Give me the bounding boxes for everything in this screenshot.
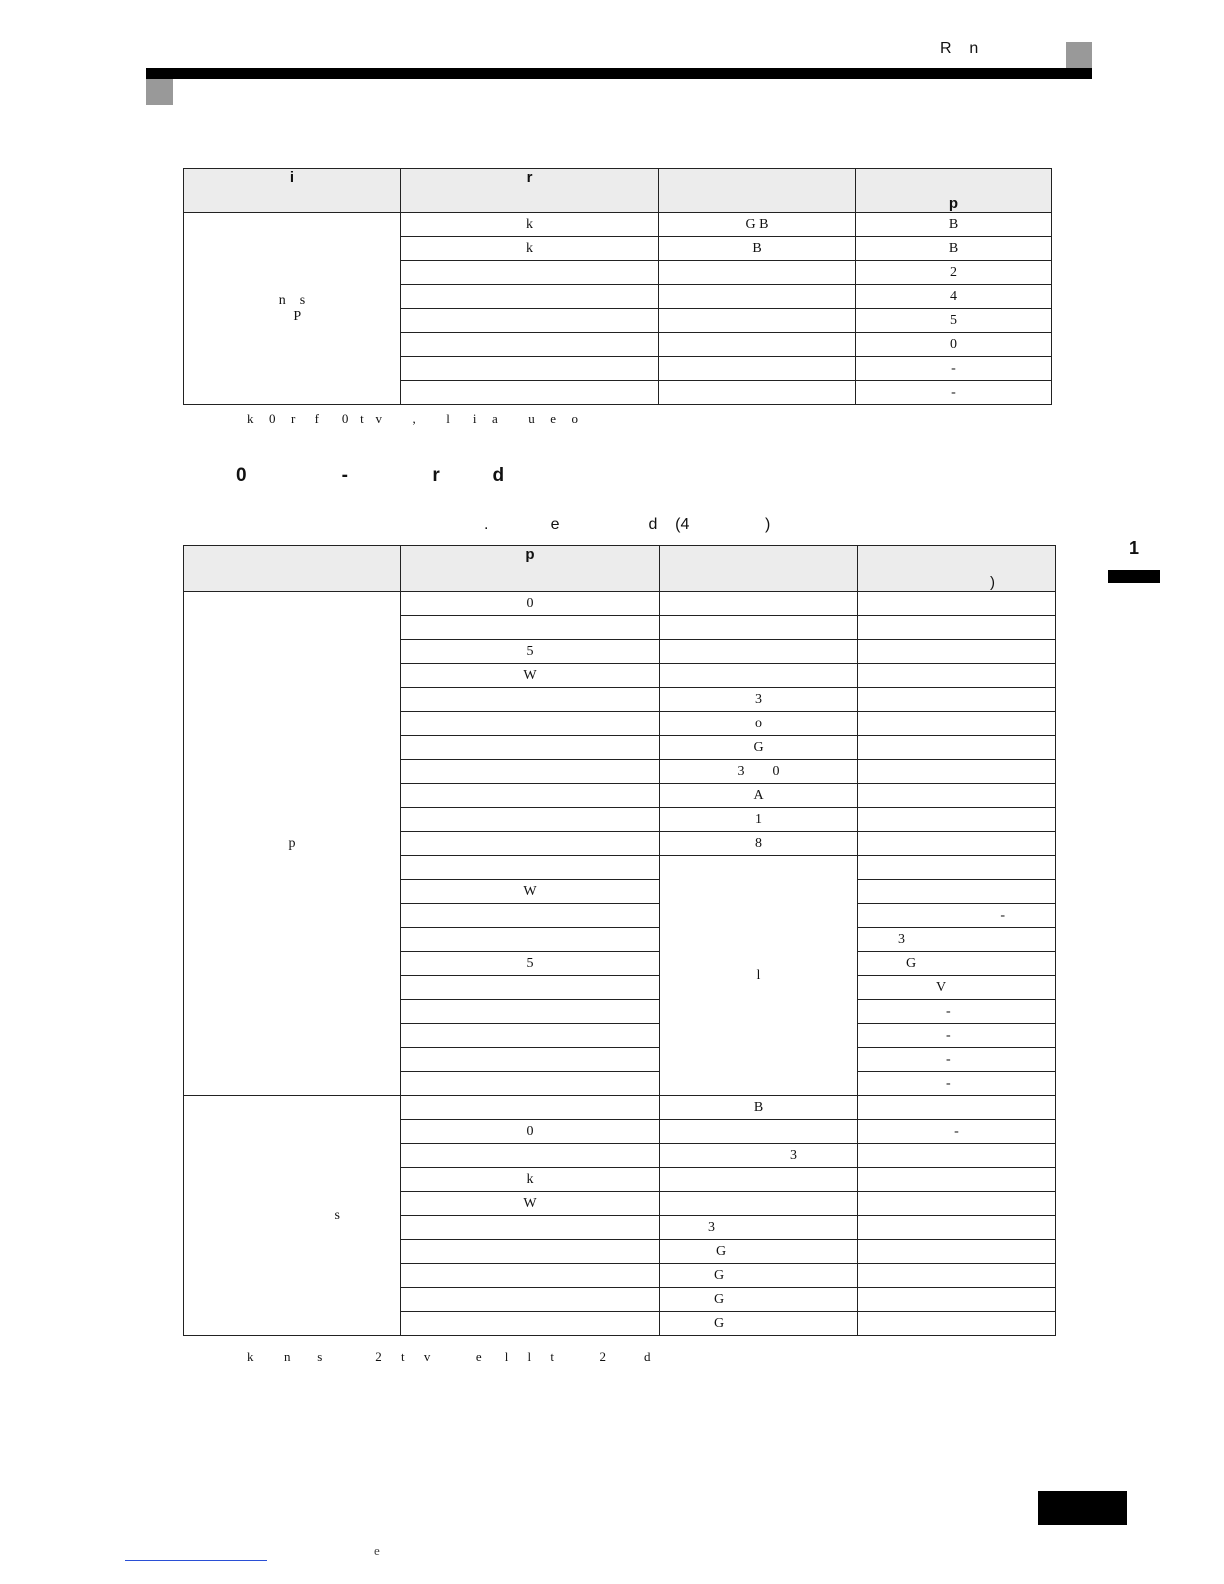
- table-cell: -: [856, 381, 1052, 405]
- table-cell: W: [401, 664, 660, 688]
- table-cell: [401, 856, 660, 880]
- table-cell: 3: [858, 928, 1056, 952]
- table-cell: W: [401, 1192, 660, 1216]
- table-cell: [858, 616, 1056, 640]
- table-cell: [401, 285, 659, 309]
- table-cell: [401, 1288, 660, 1312]
- table-2: [183, 545, 1056, 1336]
- table-cell: [858, 1264, 1056, 1288]
- table-cell: [858, 832, 1056, 856]
- table-cell: k: [401, 237, 659, 261]
- table2-header-4: ): [858, 546, 1056, 592]
- table-cell: [660, 1120, 858, 1144]
- table-cell: [858, 688, 1056, 712]
- table-cell: [660, 1192, 858, 1216]
- table-cell: [659, 285, 856, 309]
- table2-header-1: [184, 546, 401, 592]
- footer-link[interactable]: [125, 1544, 267, 1561]
- table1-group-label: n s P: [184, 213, 401, 405]
- table-cell: [858, 1240, 1056, 1264]
- table-cell: [858, 784, 1056, 808]
- table-cell: B: [856, 237, 1052, 261]
- table-cell: k: [401, 213, 659, 237]
- table-cell: [401, 1264, 660, 1288]
- table-cell: [660, 664, 858, 688]
- table-cell: [659, 261, 856, 285]
- table-cell: G: [660, 1264, 858, 1288]
- header-rule: [146, 68, 1092, 79]
- table-cell: [858, 880, 1056, 904]
- table-cell: G: [660, 1288, 858, 1312]
- table-cell: -: [858, 1024, 1056, 1048]
- table-cell: [401, 1072, 660, 1096]
- table-cell: G: [660, 1240, 858, 1264]
- table-cell: [660, 592, 858, 616]
- table-cell: 3: [660, 1144, 858, 1168]
- table-cell: [401, 928, 660, 952]
- table-cell: [858, 1168, 1056, 1192]
- table-cell: G: [858, 952, 1056, 976]
- table-cell: V: [858, 976, 1056, 1000]
- table-cell: A: [660, 784, 858, 808]
- table-cell: [659, 381, 856, 405]
- table-cell: [401, 1312, 660, 1336]
- table1-header-3: [659, 169, 856, 213]
- table-cell: [401, 832, 660, 856]
- table-cell: [401, 333, 659, 357]
- table-cell: [659, 357, 856, 381]
- table-cell: [401, 1144, 660, 1168]
- table-cell: 0: [401, 592, 660, 616]
- table-cell: [858, 1144, 1056, 1168]
- table-cell: [401, 736, 660, 760]
- table-cell: [401, 1048, 660, 1072]
- table-cell: [858, 1096, 1056, 1120]
- footer-center-text: e: [374, 1543, 380, 1558]
- chapter-header-text: R n: [940, 40, 979, 57]
- table-cell: [659, 333, 856, 357]
- table-cell: -: [858, 904, 1056, 928]
- table2-header-2: p: [401, 546, 660, 592]
- side-tab-bar: [1108, 570, 1160, 583]
- table-cell: [858, 1288, 1056, 1312]
- table-cell: -: [858, 1120, 1056, 1144]
- table-cell: [858, 592, 1056, 616]
- table-cell: [858, 760, 1056, 784]
- table-cell: B: [660, 1096, 858, 1120]
- table-cell: [401, 261, 659, 285]
- table-cell: 5: [401, 640, 660, 664]
- table-cell: [858, 664, 1056, 688]
- table-cell: W: [401, 880, 660, 904]
- section-heading: 0 - r d: [236, 465, 505, 486]
- table1-note: k 0 r f 0 t v , l i a u e o: [247, 411, 579, 426]
- table-cell: [659, 309, 856, 333]
- table-cell: -: [856, 357, 1052, 381]
- table-cell: [858, 1216, 1056, 1240]
- table-cell: [858, 640, 1056, 664]
- table-cell: [858, 856, 1056, 880]
- table-cell: [401, 1096, 660, 1120]
- page-number-box: [1038, 1491, 1127, 1525]
- table-cell: [401, 1000, 660, 1024]
- table-cell: 3: [660, 1216, 858, 1240]
- table-cell: [401, 616, 660, 640]
- table-cell: [401, 688, 660, 712]
- table-cell: B: [856, 213, 1052, 237]
- table-cell: 3: [660, 688, 858, 712]
- table-cell: [401, 784, 660, 808]
- table-cell: [401, 712, 660, 736]
- table-cell: 3 0: [660, 760, 858, 784]
- table2-note: k n s 2 t v e l l t 2 d: [247, 1349, 652, 1364]
- table-cell: [401, 381, 659, 405]
- table2-group1-label: p: [184, 592, 401, 1096]
- table-cell: [858, 712, 1056, 736]
- table-cell: -: [858, 1048, 1056, 1072]
- table-cell: 0: [856, 333, 1052, 357]
- table2-caption: . e d (4 ): [484, 516, 771, 533]
- table-cell: B: [659, 237, 856, 261]
- table-cell: 8: [660, 832, 858, 856]
- section-marker-square: [146, 79, 173, 105]
- table2-merged-cell: l: [660, 856, 858, 1096]
- table-cell: [660, 1168, 858, 1192]
- table-cell: 5: [401, 952, 660, 976]
- table-cell: 5: [856, 309, 1052, 333]
- table-cell: 1: [660, 808, 858, 832]
- table-cell: [858, 1192, 1056, 1216]
- table-cell: [660, 616, 858, 640]
- table-cell: o: [660, 712, 858, 736]
- table1-header-4: p: [856, 169, 1052, 213]
- table-cell: [401, 357, 659, 381]
- table-cell: [401, 1216, 660, 1240]
- table-cell: -: [858, 1072, 1056, 1096]
- table-cell: 2: [856, 261, 1052, 285]
- table-cell: [401, 808, 660, 832]
- table-cell: 4: [856, 285, 1052, 309]
- table-cell: [401, 1240, 660, 1264]
- table-cell: [401, 1024, 660, 1048]
- table-cell: k: [401, 1168, 660, 1192]
- table-cell: [401, 309, 659, 333]
- table-cell: [858, 736, 1056, 760]
- table-cell: G: [660, 1312, 858, 1336]
- table-1: [183, 168, 1052, 405]
- table-cell: [401, 760, 660, 784]
- header-corner-square: [1066, 42, 1092, 68]
- table2-header-3: [660, 546, 858, 592]
- table-cell: [858, 808, 1056, 832]
- table-cell: G: [660, 736, 858, 760]
- table-cell: -: [858, 1000, 1056, 1024]
- table-cell: [401, 976, 660, 1000]
- table-cell: 0: [401, 1120, 660, 1144]
- table-cell: [660, 640, 858, 664]
- side-tab-number: 1: [1129, 538, 1140, 558]
- table1-header-2: r: [401, 169, 659, 213]
- table2-group2-label: s: [184, 1096, 401, 1336]
- table-cell: G B: [659, 213, 856, 237]
- table-cell: [858, 1312, 1056, 1336]
- table1-header-1: i: [184, 169, 401, 213]
- table-cell: [401, 904, 660, 928]
